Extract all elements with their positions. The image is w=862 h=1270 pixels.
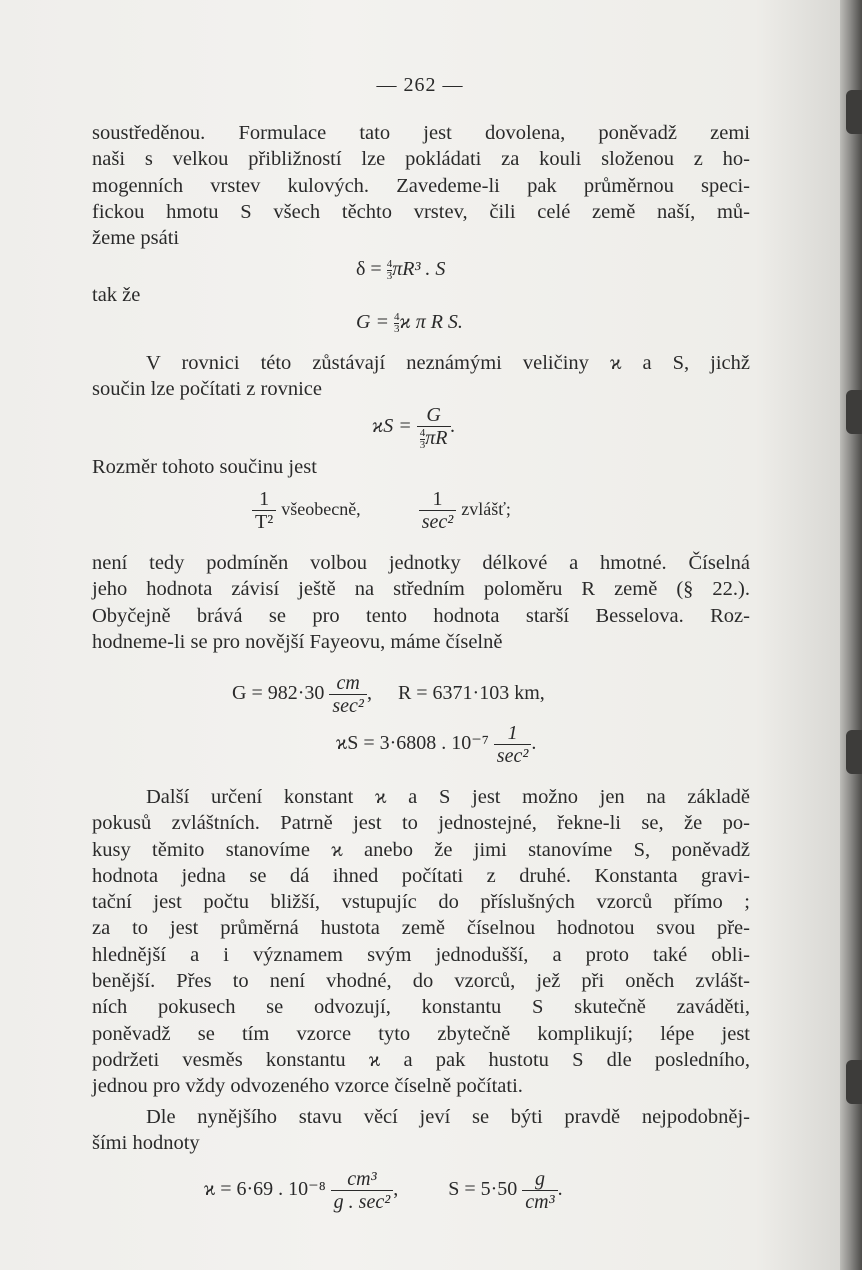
page-tab <box>846 1060 862 1104</box>
text-line: tační jest počtu bližší, vstupujíc do příslušných vzorců přímo ; <box>92 891 750 914</box>
text-line: žeme psáti <box>92 227 180 250</box>
text-line: podržeti vesměs konstantu ϰ a pak hustotu S dle posledního, <box>92 1048 750 1071</box>
text-line: poněvadž se tím vzorce tyto zbytečně komplikují; lépe jest <box>92 1022 750 1045</box>
text-line: ních pokusech se odvozují, konstantu S skutečně zaváděti, <box>92 996 750 1019</box>
equation-3: ϰS = G $\frac{4}{3}$ πR . <box>372 404 456 451</box>
equation-1: δ = $\frac{4}{3}$ πR³ . S <box>356 257 446 282</box>
fraction: $\frac{\text{cm³}}{\text{g . sec²}}$ <box>331 1168 394 1213</box>
equation-5: G = 982·30 $\frac{cm}{\text{sec²}}$ , R = 6371·103 km, <box>232 672 545 717</box>
page-number: — 262 — <box>376 74 464 96</box>
fraction: $\frac{cm}{\text{sec²}}$ <box>329 672 367 717</box>
fraction: G $\frac{4}{3}$ πR <box>417 404 451 451</box>
text-line: Další určení konstant ϰ a S jest možno jen na základě <box>146 786 750 808</box>
page-tab <box>846 90 862 134</box>
fraction: $\frac{4}{3}$ <box>393 310 400 335</box>
text-line: Dle nynějšího stavu věcí jeví se býti pravdě nejpodobněj- <box>146 1106 750 1128</box>
text-line: není tedy podmíněn volbou jednotky délkové a hmotné. Číselná <box>92 552 750 574</box>
text-line: hodnota jedna se dá ihned počítati z druhé. Konstanta gravi- <box>92 864 750 887</box>
text-line: benější. Přes to není vhodné, do vzorců, jež při oněch zvlášt- <box>92 970 750 993</box>
text-line: Obyčejně brává se pro tento hodnota starší Besselova. Roz- <box>92 604 750 627</box>
fraction: $\frac{1}{\text{sec²}}$ <box>494 722 532 767</box>
text-line: naši s velkou přibližností lze pokládati za kouli složenou z ho- <box>92 148 750 171</box>
text-line: mogenních vrstev kulových. Zavedeme-li pak průměrnou speci- <box>92 174 750 197</box>
fraction: $\frac{1}{\text{sec²}}$ <box>419 488 457 533</box>
equation-6: ϰS = 3·6808 . 10⁻⁷ $\frac{1}{\text{sec²}}$ . <box>336 722 537 767</box>
page-edge <box>840 0 862 1270</box>
text-line: hodneme-li se pro novější Fayeovu, máme číselně <box>92 630 503 653</box>
paragraph-5 <box>92 1104 750 1157</box>
text-line: V rovnici této zůstávají neznámými veličiny ϰ a S, jichž <box>146 352 750 374</box>
text-line: za to jest průměrná hustota země číselnou hodnotou svou pře- <box>92 917 750 940</box>
page-tab <box>846 390 862 434</box>
equation-4: $\frac{1}{\text{T²}}$ všeobecně, $\frac{1}{\text{sec²}}$ zvlášť; <box>252 488 511 533</box>
page-tab <box>846 730 862 774</box>
text-line: jeho hodnota závisí ještě na středním poloměru R země (§ 22.). <box>92 578 750 601</box>
text-line: hlednější a i významem svým jednodušší, a proto také obli- <box>92 943 750 966</box>
paragraph-3 <box>92 550 750 655</box>
paragraph-1 <box>92 120 750 251</box>
equation-7: ϰ = 6·69 . 10⁻⁸ $\frac{\text{cm³}}{\text{g . sec²}}$ , S = 5·50 $\frac{g}{\text{cm³}}$ . <box>204 1168 563 1213</box>
fraction: $\frac{g}{\text{cm³}}$ <box>522 1168 557 1213</box>
text-line: jednou pro vždy odvozeného vzorce číselně počítati. <box>92 1075 523 1098</box>
paragraph-2 <box>92 350 750 403</box>
text-line: soustředěnou. Formulace tato jest dovolena, poněvadž zemi <box>92 122 750 144</box>
text-line: šími hodnoty <box>92 1132 200 1155</box>
tak-ze-label: tak že <box>92 284 141 306</box>
text-line: fickou hmotu S všech těchto vrstev, čili celé země naší, mů- <box>92 200 750 223</box>
paragraph-4 <box>92 784 750 1100</box>
text-line: kusy těmito stanovíme ϰ anebo že jimi stanovíme S, poněvadž <box>92 838 750 861</box>
rozmer-line: Rozměr tohoto součinu jest <box>92 456 317 478</box>
text-line: pokusů zvláštních. Patrně jest to jednostejné, řekne-li se, že po- <box>92 812 750 835</box>
equation-2: G = $\frac{4}{3}$ ϰ π R S. <box>356 310 463 335</box>
text-line: součin lze počítati z rovnice <box>92 378 322 401</box>
fraction: $\frac{1}{\text{T²}}$ <box>252 488 276 533</box>
fraction: $\frac{4}{3}$ <box>386 257 393 282</box>
